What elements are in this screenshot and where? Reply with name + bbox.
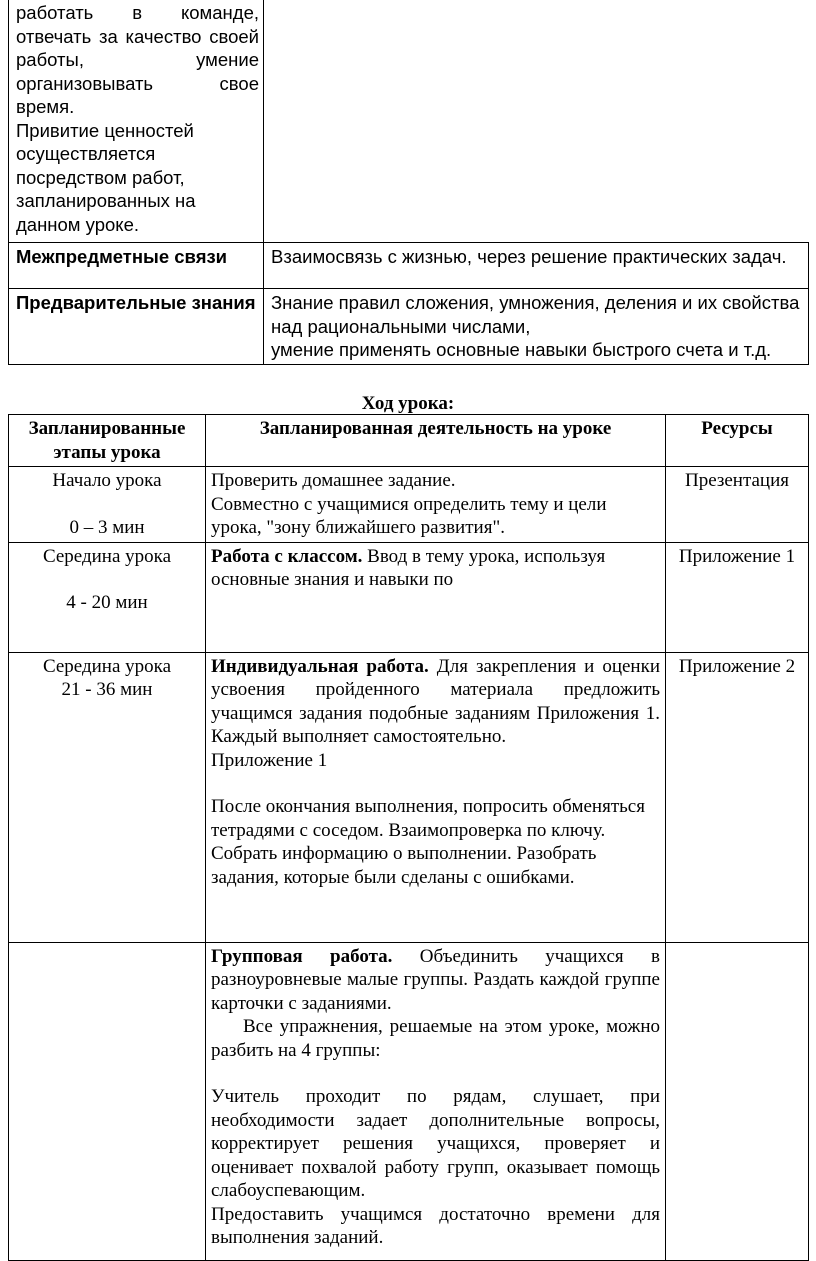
resource-cell: Презентация — [666, 467, 809, 543]
activity-text: Ввод в тему урока, используя основные знания и навыки по — [211, 545, 606, 590]
spacer — [14, 493, 200, 516]
values-cell — [9, 0, 264, 243]
activity-title: Групповая работа. — [211, 945, 393, 967]
lesson-heading: Ход урока: — [361, 393, 455, 414]
activity-reference: Приложение 1 — [211, 749, 328, 771]
resource-cell: Приложение 2 — [666, 652, 809, 942]
activity-cell — [206, 942, 666, 1260]
stage-cell — [9, 652, 206, 942]
stage-name: Начало урока — [52, 470, 162, 491]
stage-cell — [9, 542, 206, 652]
continuation-text: работать в команде, отвечать за качество своей работы, умение организовывать свое время. — [16, 2, 259, 117]
activity-text: Предоставить учащимся достаточно времени для выполнения заданий. — [211, 1203, 660, 1248]
stage-cell — [9, 467, 206, 543]
table-row — [9, 652, 809, 942]
prior-knowledge-value — [264, 289, 809, 365]
stage-time: 0 – 3 мин — [69, 516, 145, 538]
activity-text: Учитель проходит по рядам, слушает, при необходимости задает дополнительные вопросы, корректирует решения учащихся, проверяет и оценивает похвалой работу групп, оказывает помощь слабоуспевающим. — [211, 1086, 660, 1201]
table-row — [9, 0, 809, 243]
spacer — [14, 568, 200, 591]
stage-time: 4 - 20 мин — [66, 592, 148, 613]
activity-text: После окончания выполнения, попросить обменяться тетрадями с соседом. Взаимопроверка по ключу. Собрать информацию о выполнении. Разобрать задания, которые были сделаны с ошибками. — [211, 796, 645, 888]
stage-cell — [9, 942, 206, 1260]
prior-knowledge-label: Предварительные знания — [9, 289, 264, 365]
spacer — [211, 772, 660, 795]
activity-line: Совместно с учащимися определить тему и цели урока, "зону ближайшего развития". — [211, 493, 607, 538]
table-row — [9, 289, 809, 365]
table-row — [9, 467, 809, 543]
activity-text: Все упражнения, решаемые на этом уроке, можно разбить на 4 группы: — [211, 1016, 660, 1061]
empty-cell — [264, 0, 809, 243]
resource-cell — [666, 942, 809, 1260]
lesson-flow-table — [8, 414, 809, 1261]
activity-cell — [206, 652, 666, 942]
resource-cell: Приложение 1 — [666, 542, 809, 652]
header-stages: Запланированные этапы урока — [9, 415, 206, 467]
stage-time: 21 - 36 мин — [61, 679, 153, 700]
header-resources: Ресурсы — [666, 415, 809, 467]
interdisciplinary-value: Взаимосвязь с жизнью, через решение практических задач. — [264, 243, 809, 289]
spacer — [211, 1062, 660, 1085]
values-text: Привитие ценностей осуществляется посредством работ, запланированных на данном уроке. — [16, 119, 196, 235]
activity-text: Для закрепления и оценки усвоения пройденного материала предложить учащимся задания подобные заданиям Приложения 1. Каждый выполняет самостоятельно. — [211, 655, 660, 747]
stage-name: Середина урока — [42, 545, 172, 567]
table-row — [9, 942, 809, 1260]
interdisciplinary-label: Межпредметные связи — [9, 243, 264, 289]
activity-cell — [206, 542, 666, 652]
prior-knowledge-line: Знание правил сложения, умножения, деления и их свойства над рациональными числами, — [271, 292, 800, 337]
table-row — [9, 243, 809, 289]
table-header-row — [9, 415, 809, 467]
activity-text: Объединить учащихся в разноуровневые малые группы. Раздать каждой группе карточки с заданиями. — [211, 945, 660, 1014]
table-row — [9, 542, 809, 652]
activity-title: Работа с классом. — [211, 545, 363, 567]
activity-cell — [206, 467, 666, 543]
prior-knowledge-line: умение применять основные навыки быстрого счета и т.д. — [271, 339, 772, 360]
activity-line: Проверить домашнее задание. — [211, 470, 456, 491]
stage-name: Середина урока — [42, 655, 172, 677]
header-activity: Запланированная деятельность на уроке — [206, 415, 666, 467]
activity-title: Индивидуальная работа. — [211, 655, 429, 677]
lesson-info-table — [8, 0, 809, 365]
